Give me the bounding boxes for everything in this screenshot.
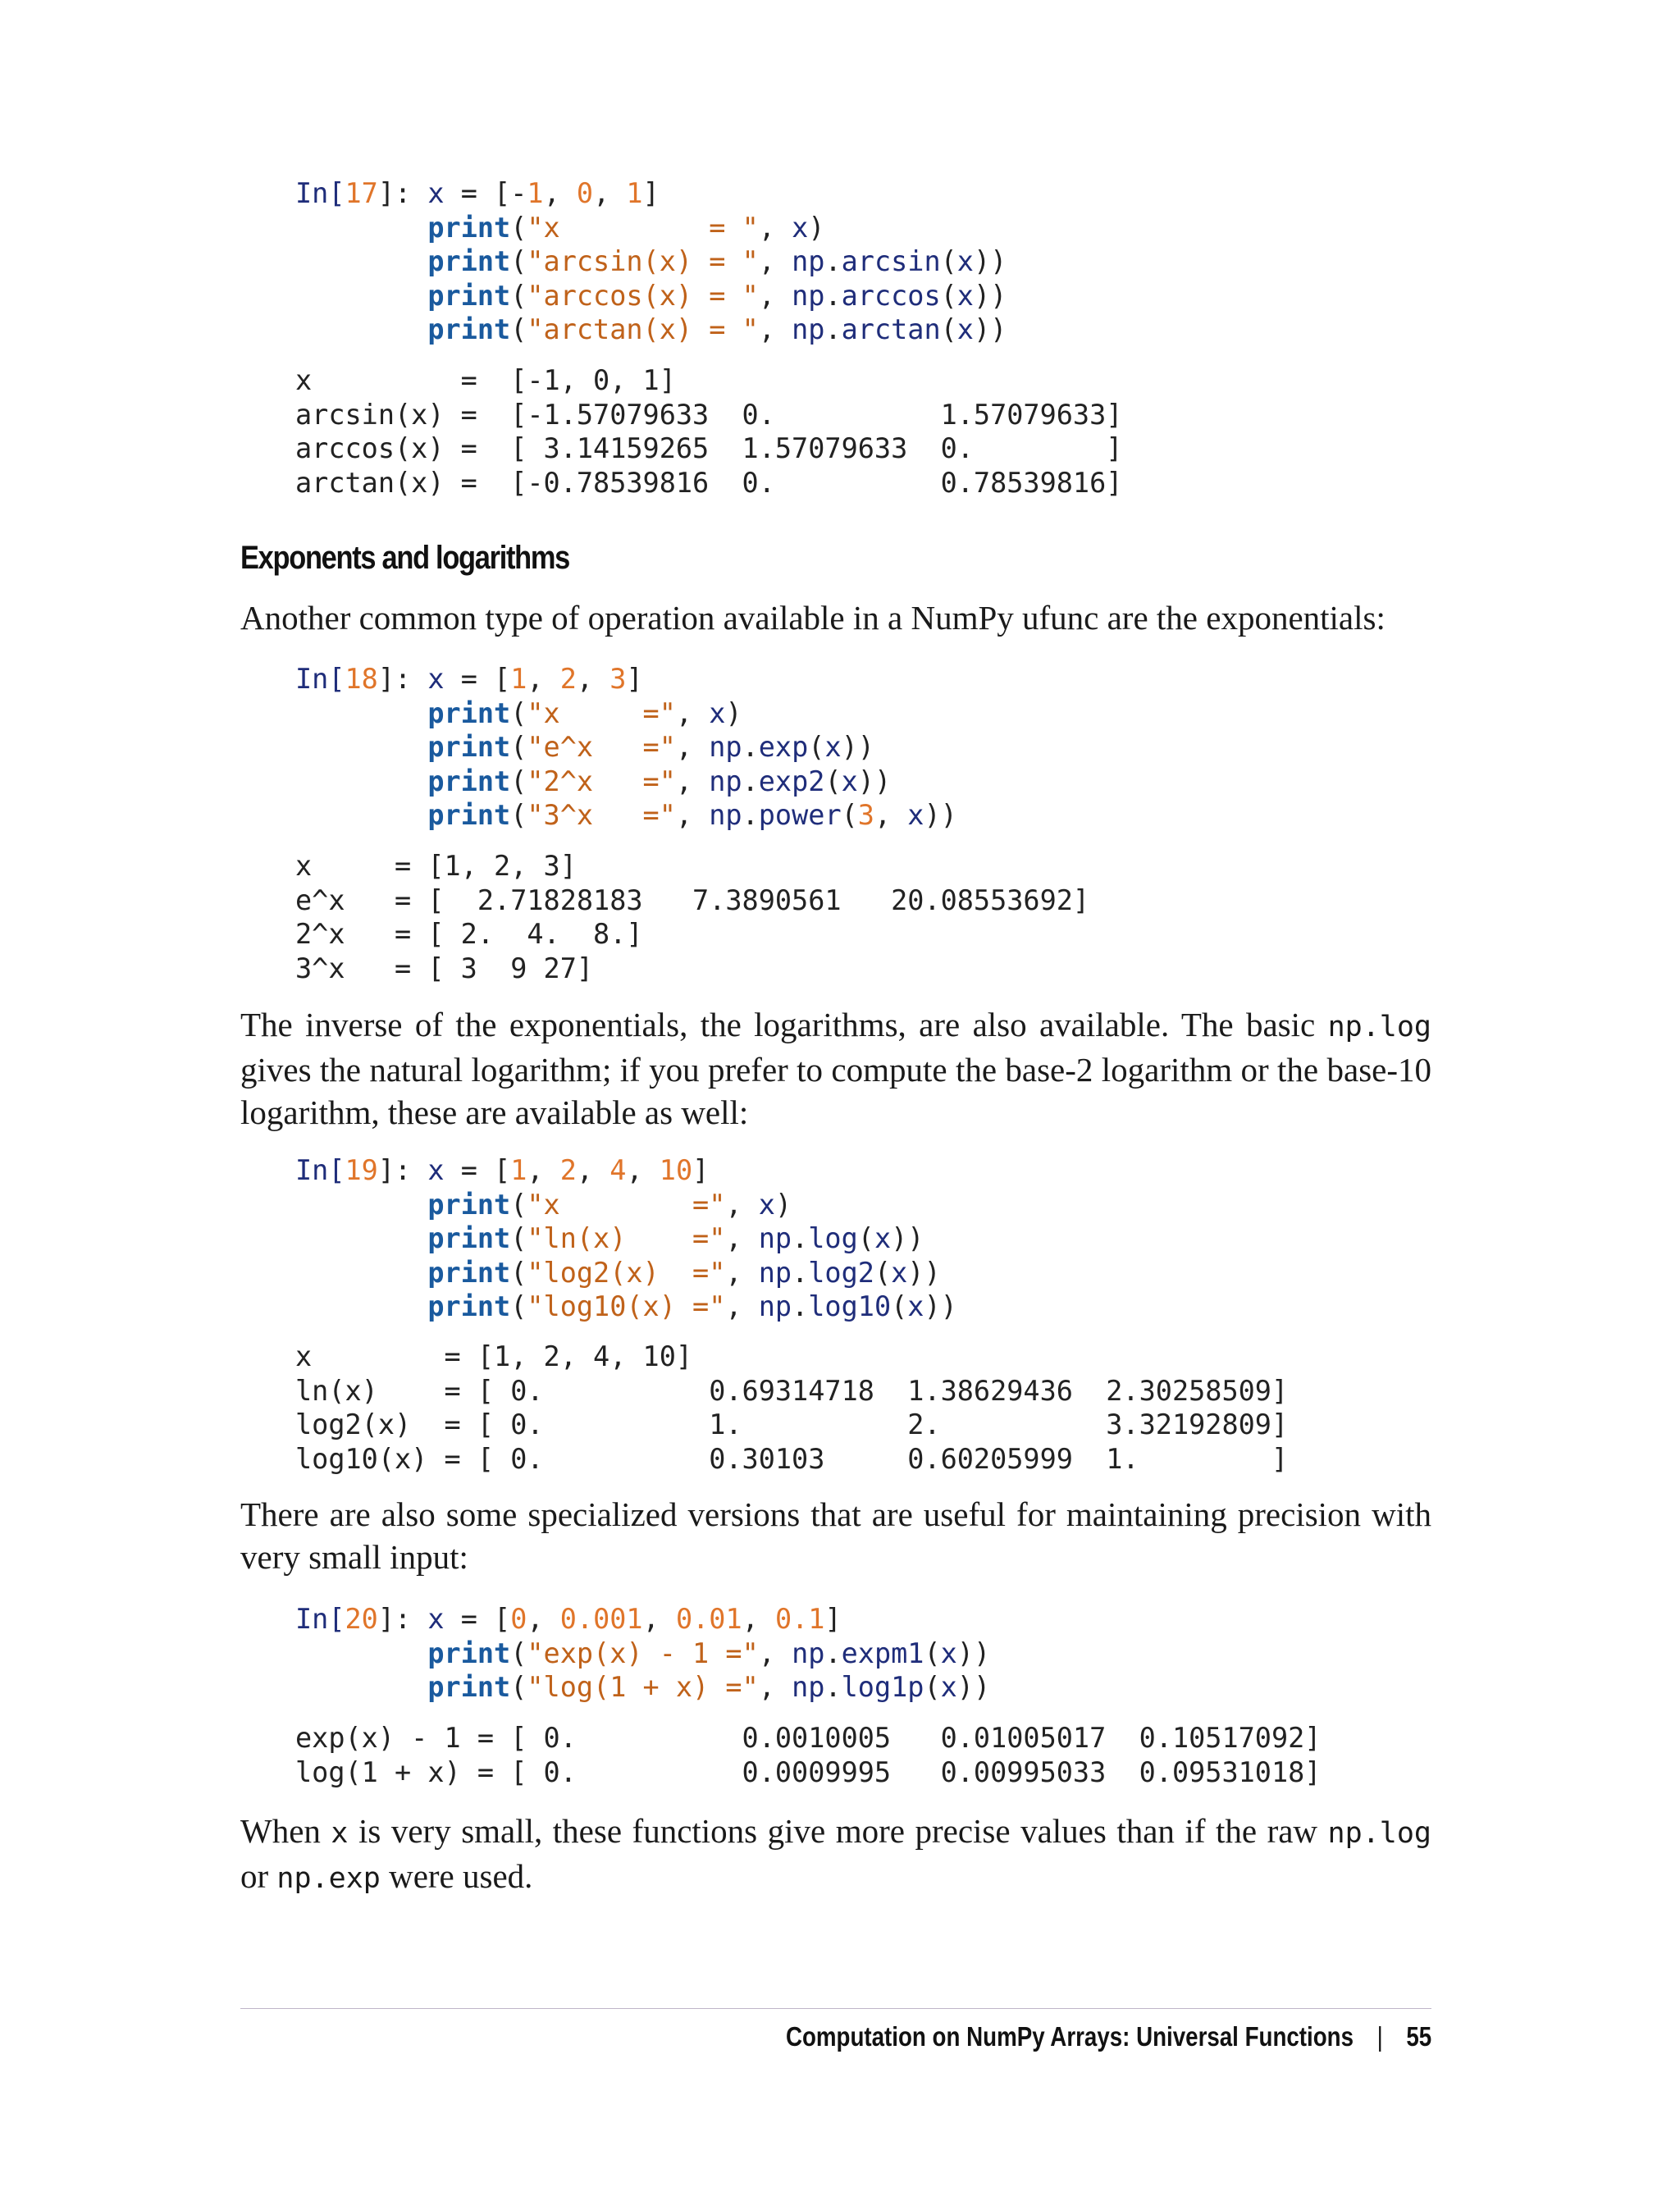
code-line: print("x =", x)	[427, 696, 742, 729]
code-line: print("log(1 + x) =", np.log1p(x))	[427, 1671, 991, 1703]
code-line: print("2^x =", np.exp2(x))	[427, 765, 892, 797]
output-line: log10(x) = [ 0. 0.30103 0.60205999 1. ]	[295, 1442, 1289, 1475]
code-cell-20-output	[295, 1721, 1321, 1789]
code-cell-20-input	[295, 1602, 990, 1705]
output-line: x = [-1, 0, 1]	[295, 364, 676, 396]
paragraph-logarithms-intro	[240, 1003, 1431, 1134]
code-line: In[17]: x = [-1, 0, 1]	[295, 177, 660, 209]
output-line: 2^x = [ 2. 4. 8.]	[295, 918, 643, 950]
footer-title: Computation on NumPy Arrays: Universal Functions	[785, 2021, 1354, 2052]
output-line: arctan(x) = [-0.78539816 0. 0.78539816]	[295, 466, 1123, 499]
page-number: 55	[1406, 2021, 1431, 2052]
code-cell-19-input	[295, 1153, 957, 1324]
code-line: print("arcsin(x) = ", np.arcsin(x))	[427, 245, 1007, 277]
code-cell-19-output	[295, 1340, 1288, 1476]
output-line: log(1 + x) = [ 0. 0.0009995 0.00995033 0.09531018]	[295, 1755, 1322, 1788]
section-heading: Exponents and logarithms	[240, 540, 570, 576]
output-line: exp(x) - 1 = [ 0. 0.0010005 0.01005017 0.10517092]	[295, 1722, 1322, 1754]
code-line: print("exp(x) - 1 =", np.expm1(x))	[427, 1637, 991, 1669]
code-line: print("x = ", x)	[427, 211, 825, 244]
code-line: print("log2(x) =", np.log2(x))	[427, 1256, 941, 1289]
code-line: print("x =", x)	[427, 1188, 792, 1221]
paragraph-exponentials-intro: Another common type of operation available in a NumPy ufunc are the exponentials:	[240, 599, 1386, 637]
output-line: x = [1, 2, 4, 10]	[295, 1340, 693, 1372]
code-line: print("3^x =", np.power(3, x))	[427, 799, 957, 831]
output-line: arccos(x) = [ 3.14159265 1.57079633 0. ]	[295, 432, 1123, 464]
code-line: In[19]: x = [1, 2, 4, 10]	[295, 1154, 710, 1186]
output-line: log2(x) = [ 0. 1. 2. 3.32192809]	[295, 1408, 1289, 1440]
code-line: In[18]: x = [1, 2, 3]	[295, 663, 643, 695]
text-run: is very small, these functions give more precise values than if the raw	[348, 1812, 1328, 1850]
code-cell-17-output	[295, 363, 1122, 500]
output-line: ln(x) = [ 0. 0.69314718 1.38629436 2.30258509]	[295, 1374, 1289, 1407]
text-run: The inverse of the exponentials, the logarithms, are also available. The basic	[240, 1006, 1328, 1043]
page-footer	[786, 2021, 1431, 2052]
code-cell-17-input	[295, 176, 1007, 347]
code-line: print("log10(x) =", np.log10(x))	[427, 1290, 957, 1322]
output-line: e^x = [ 2.71828183 7.3890561 20.08553692]	[295, 883, 1090, 916]
text-run: were used.	[380, 1857, 533, 1895]
inline-code: x	[331, 1817, 349, 1850]
inline-code: np.log	[1327, 1817, 1431, 1850]
text-run: or	[240, 1857, 277, 1895]
code-cell-18-output	[295, 849, 1089, 985]
footer-separator: |	[1376, 2021, 1383, 2052]
code-line: In[20]: x = [0, 0.001, 0.01, 0.1]	[295, 1603, 842, 1635]
code-line: print("arctan(x) = ", np.arctan(x))	[427, 313, 1007, 345]
code-line: print("arccos(x) = ", np.arccos(x))	[427, 279, 1007, 312]
footer-divider	[240, 2008, 1431, 2009]
code-line: print("ln(x) =", np.log(x))	[427, 1222, 924, 1254]
output-line: x = [1, 2, 3]	[295, 850, 577, 882]
output-line: arcsin(x) = [-1.57079633 0. 1.57079633]	[295, 398, 1123, 431]
output-line: 3^x = [ 3 9 27]	[295, 952, 594, 984]
code-line: print("e^x =", np.exp(x))	[427, 731, 874, 763]
code-cell-18-input	[295, 662, 957, 833]
paragraph-precision-note	[240, 1810, 1431, 1900]
text-run: When	[240, 1812, 331, 1850]
inline-code: np.log	[1327, 1011, 1431, 1043]
text-run: gives the natural logarithm; if you prefer to compute the base-2 logarithm or the base-10 logarithm, these are available as well:	[240, 1051, 1431, 1131]
inline-code: np.exp	[276, 1862, 381, 1895]
paragraph-specialized-versions: There are also some specialized versions that are useful for maintaining precision with very small input:	[240, 1495, 1431, 1576]
